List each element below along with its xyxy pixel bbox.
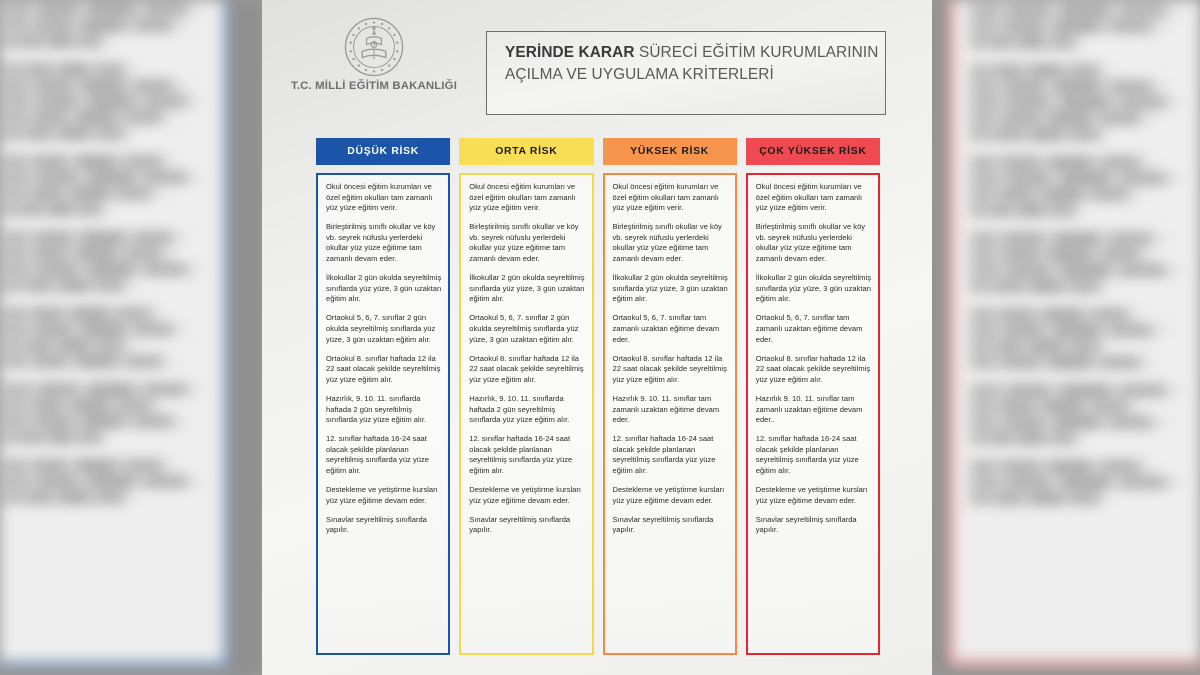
criteria-item: Ortaokul 8. sınıflar haftada 12 ila 22 saat olacak şekilde seyreltilmiş yüz yüze eğitim alır. <box>612 353 727 384</box>
criteria-item: Destekleme ve yetiştirme kursları yüz yüze eğitime devam eder. <box>326 485 438 505</box>
blurred-text-block <box>970 462 1190 503</box>
blurred-text-block <box>970 310 1190 367</box>
criteria-item: Okul öncesi eğitim kurumları ve özel eğitim okulları tam zamanlı yüz yüze eğitim verir. <box>612 182 719 213</box>
criteria-item: İlkokullar 2 gün okulda seyreltilmiş sınıflarda yüz yüze, 3 gün uzaktan eğitim alır. <box>755 273 871 304</box>
criteria-item: Destekleme ve yetiştirme kursları yüz yüze eğitime devam eder. <box>612 485 725 505</box>
criteria-item: Destekleme ve yetiştirme kursları yüz yüze eğitime devam eder. <box>755 485 868 505</box>
criteria-item: Birleştirilmiş sınıflı okullar ve köy vb. seyrek nüfuslu yerlerdeki okullar yüz yüze eğitime tam zamanlı devam eder. <box>755 222 866 264</box>
criteria-item: Destekleme ve yetiştirme kursları yüz yüze eğitime devam eder. <box>469 485 582 505</box>
criteria-item: Ortaokul 5, 6, 7. sınıflar tam zamanlı uzaktan eğitime devam eder. <box>755 313 863 344</box>
risk-columns <box>262 138 932 655</box>
risk-body-orta-risk <box>459 173 593 655</box>
blurred-text-block <box>970 0 1190 47</box>
criteria-item: Ortaokul 8. sınıflar haftada 12 ila 22 saat olacak şekilde seyreltilmiş yüz yüze eğitim alır. <box>469 353 584 384</box>
criteria-item: Birleştirilmiş sınıflı okullar ve köy vb. seyrek nüfuslu yerlerdeki okullar yüz yüze eğitime tam zamanlı devam eder. <box>326 222 436 264</box>
risk-column-yuksek-risk <box>603 138 737 655</box>
risk-body-dusuk-risk <box>316 173 450 655</box>
criteria-item: Sınavlar seyreltilmiş sınıflarda yapılır. <box>469 514 571 535</box>
blurred-left-card <box>0 0 228 666</box>
risk-header-dusuk-risk[interactable]: DÜŞÜK RİSK <box>316 138 450 165</box>
risk-body-cok-yuksek-risk <box>746 173 880 655</box>
blurred-text-block <box>3 309 209 366</box>
criteria-item: Birleştirilmiş sınıflı okullar ve köy vb. seyrek nüfuslu yerlerdeki okullar yüz yüze eğitime tam zamanlı devam eder. <box>612 222 722 264</box>
blurred-right-card <box>948 0 1200 666</box>
blurred-right-panel <box>932 0 1200 675</box>
blurred-text-block <box>3 157 209 214</box>
criteria-item: Ortaokul 5, 6, 7. sınıflar tam zamanlı uzaktan eğitime devam eder. <box>612 313 720 344</box>
risk-header-cok-yuksek-risk[interactable]: ÇOK YÜKSEK RİSK <box>746 138 880 165</box>
criteria-item: Hazırlık, 9. 10. 11. sınıflarda haftada 2 gün seyreltilmiş sınıflarda yüz yüze eğitim alır. <box>326 394 427 425</box>
title-emphasis: YERİNDE KARAR <box>505 44 639 61</box>
ministry-brand <box>276 16 472 92</box>
blurred-left-panel <box>0 0 262 675</box>
blurred-text-block <box>970 66 1190 139</box>
blurred-text-block <box>970 386 1190 443</box>
criteria-item: Birleştirilmiş sınıflı okullar ve köy vb. seyrek nüfuslu yerlerdeki okullar yüz yüze eğitime tam zamanlı devam eder. <box>469 222 579 264</box>
criteria-item: Sınavlar seyreltilmiş sınıflarda yapılır. <box>326 514 427 535</box>
criteria-item: Ortaokul 5, 6, 7. sınıflar 2 gün okulda seyreltilmiş sınıflarda yüz yüze, 3 gün uzaktan eğitim alır. <box>326 313 436 344</box>
blurred-text-block <box>3 0 209 46</box>
criteria-item: Hazırlık 9. 10. 11. sınıflar tam zamanlı uzaktan eğitime devam eder.. <box>755 394 863 425</box>
criteria-item: 12. sınıflar haftada 16-24 saat olacak şekilde planlanan seyreltilmiş sınıflarda yüz yüze eğitim alır. <box>469 434 573 476</box>
page-title <box>505 42 885 85</box>
blurred-text-block <box>3 65 209 138</box>
blurred-text-block <box>3 385 209 442</box>
criteria-item: İlkokullar 2 gün okulda seyreltilmiş sınıflarda yüz yüze, 3 gün uzaktan eğitim alır. <box>612 273 728 304</box>
risk-body-yuksek-risk <box>603 173 737 655</box>
criteria-item: Ortaokul 8. sınıflar haftada 12 ila 22 saat olacak şekilde seyreltilmiş yüz yüze eğitim alır. <box>326 353 441 384</box>
criteria-item: Okul öncesi eğitim kurumları ve özel eğitim okulları tam zamanlı yüz yüze eğitim verir. <box>755 182 863 213</box>
meb-circular-seal-icon <box>343 16 405 78</box>
criteria-item: Ortaokul 8. sınıflar haftada 12 ila 22 saat olacak şekilde seyreltilmiş yüz yüze eğitim alır. <box>755 353 871 384</box>
document-header <box>262 0 932 128</box>
ministry-name: T.C. MİLLİ EĞİTİM BAKANLIĞI <box>290 80 458 92</box>
blurred-text-block <box>970 234 1190 291</box>
criteria-item: 12. sınıflar haftada 16-24 saat olacak şekilde planlanan seyreltilmiş sınıflarda yüz yüze eğitim alır. <box>612 434 716 476</box>
risk-column-cok-yuksek-risk <box>746 138 880 655</box>
risk-column-dusuk-risk <box>316 138 450 655</box>
criteria-item: Okul öncesi eğitim kurumları ve özel eğitim okulları tam zamanlı yüz yüze eğitim verir. <box>469 182 576 213</box>
blurred-text-block <box>970 158 1190 215</box>
blurred-text-block <box>3 461 209 502</box>
title-box <box>486 31 886 115</box>
risk-header-orta-risk[interactable]: ORTA RİSK <box>459 138 593 165</box>
risk-column-orta-risk <box>459 138 593 655</box>
infographic-document <box>262 0 932 675</box>
criteria-item: Hazırlık 9. 10. 11. sınıflar tam zamanlı uzaktan eğitime devam eder. <box>612 394 720 425</box>
criteria-item: 12. sınıflar haftada 16-24 saat olacak şekilde planlanan seyreltilmiş sınıflarda yüz yüze eğitim alır. <box>755 434 859 476</box>
criteria-item: Sınavlar seyreltilmiş sınıflarda yapılır. <box>755 514 857 535</box>
criteria-item: 12. sınıflar haftada 16-24 saat olacak şekilde planlanan seyreltilmiş sınıflarda yüz yüze eğitim alır. <box>326 434 429 476</box>
criteria-item: Ortaokul 5, 6, 7. sınıflar 2 gün okulda seyreltilmiş sınıflarda yüz yüze, 3 gün uzaktan eğitim alır. <box>469 313 579 344</box>
criteria-item: İlkokullar 2 gün okulda seyreltilmiş sınıflarda yüz yüze, 3 gün uzaktan eğitim alır. <box>469 273 585 304</box>
criteria-item: İlkokullar 2 gün okulda seyreltilmiş sınıflarda yüz yüze, 3 gün uzaktan eğitim alır. <box>326 273 442 304</box>
criteria-item: Okul öncesi eğitim kurumları ve özel eğitim okulları tam zamanlı yüz yüze eğitim verir. <box>326 182 433 213</box>
criteria-item: Sınavlar seyreltilmiş sınıflarda yapılır. <box>612 514 714 535</box>
blurred-text-block <box>3 233 209 290</box>
risk-header-yuksek-risk[interactable]: YÜKSEK RİSK <box>603 138 737 165</box>
criteria-item: Hazırlık, 9. 10. 11. sınıflarda haftada 2 gün seyreltilmiş sınıflarda yüz yüze eğitim alır. <box>469 394 570 425</box>
title-rest: SÜRECİ EĞİTİM KURUMLARININ AÇILMA VE UYGULAMA KRİTERLERİ <box>505 44 879 83</box>
